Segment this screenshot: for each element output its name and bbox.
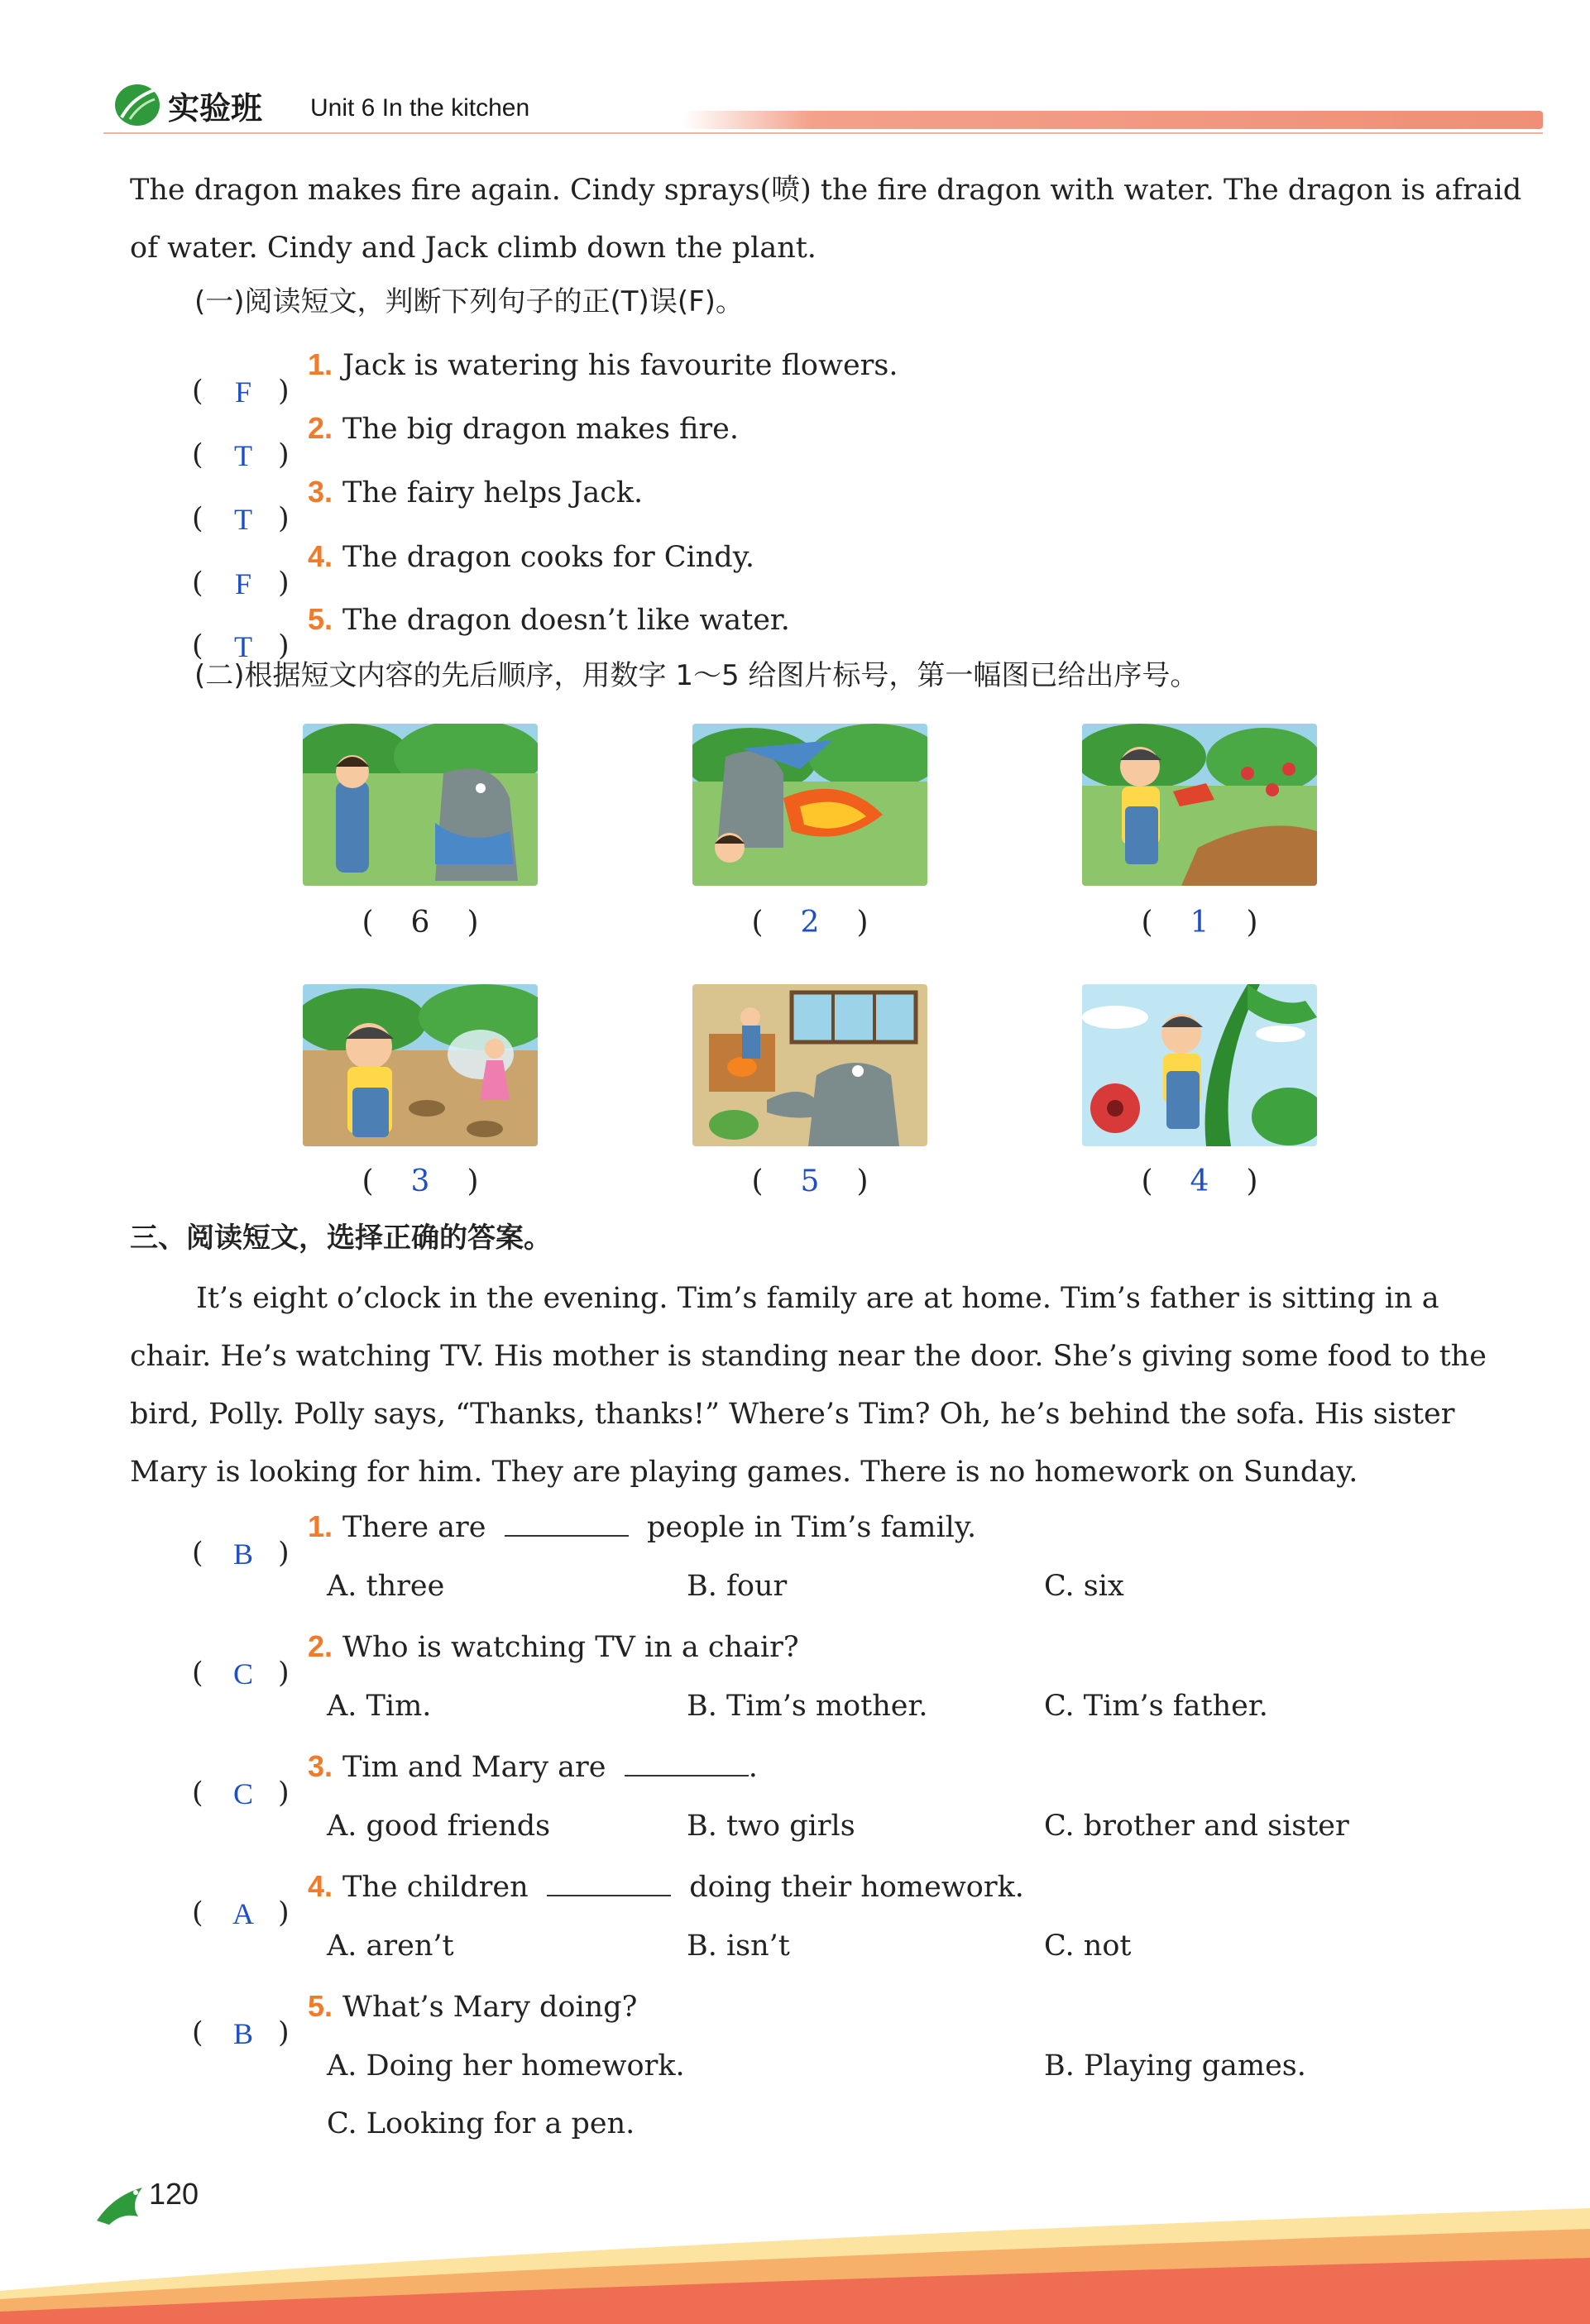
tf-answer: T [234, 503, 252, 536]
passage-line: The dragon makes fire again. Cindy sprays(喷) the fire dragon with water. The dragon is afraid [130, 174, 1522, 207]
header-stripe [682, 111, 1543, 129]
picture-label: ( 3 ) [362, 1164, 479, 1198]
tf-item: ( F ) 4. The dragon cooks for Cindy. [192, 539, 754, 600]
passage-line: It’s eight o’clock in the evening. Tim’s family are at home. Tim’s father is sitting in a [196, 1282, 1439, 1315]
bird-icon [93, 2179, 151, 2229]
passage-line: Mary is looking for him. They are playing games. There is no homework on Sunday. [130, 1456, 1358, 1489]
mc-question: ( B ) 1. There are people in Tim’s family. [192, 1509, 977, 1571]
tf-statement: Jack is watering his favourite flowers. [342, 349, 898, 382]
tf-item: ( T ) 3. The fairy helps Jack. [192, 475, 644, 536]
mc-question: ( C ) 3. Tim and Mary are . [192, 1749, 758, 1810]
passage-line: chair. He’s watching TV. His mother is standing near the door. She’s giving some food to the [130, 1340, 1487, 1373]
passage-line: of water. Cindy and Jack climb down the plant. [130, 232, 817, 265]
order-number: 3 [410, 1164, 430, 1198]
tf-answer: F [234, 567, 252, 600]
answer-blank [547, 1870, 671, 1896]
option-b: B. four [687, 1570, 788, 1603]
picture-dragon-cooking [692, 984, 927, 1146]
section3-passage [130, 1270, 1487, 1501]
tf-item: ( T ) 5. The dragon doesn’t like water. [192, 602, 790, 663]
option-c: C. Looking for a pen. [327, 2107, 635, 2140]
picture-label: ( 2 ) [751, 906, 869, 940]
picture-girl-and-dragon [303, 724, 538, 886]
page-header [103, 74, 1543, 141]
order-number: 5 [800, 1164, 820, 1198]
mc-question: ( A ) 4. The children doing their homework. [192, 1869, 1024, 1930]
option-a: A. aren’t [327, 1929, 454, 1963]
tf-statement: The big dragon makes fire. [342, 413, 739, 446]
tf-statement: The dragon cooks for Cindy. [342, 541, 754, 574]
option-c: C. not [1044, 1929, 1132, 1963]
tf-item: ( T ) 2. The big dragon makes fire. [192, 411, 739, 472]
mc-answer: B [232, 2017, 253, 2050]
option-c: C. brother and sister [1044, 1810, 1349, 1843]
answer-blank [505, 1510, 629, 1537]
tf-answer: F [234, 375, 252, 409]
page-number: 120 [149, 2177, 199, 2211]
option-c: C. Tim’s father. [1044, 1690, 1268, 1723]
option-b: B. Playing games. [1044, 2049, 1306, 2083]
option-a: A. Tim. [327, 1690, 432, 1723]
leaf-logo-icon [112, 78, 163, 129]
picture-boy-watering [1082, 724, 1317, 886]
header-rule [103, 132, 1543, 134]
option-a: A. Doing her homework. [327, 2049, 685, 2083]
picture-label: ( 6 ) [362, 906, 479, 940]
tf-answer: T [234, 630, 252, 663]
mc-answer: B [232, 1537, 253, 1571]
answer-blank [625, 1750, 749, 1776]
option-b: B. two girls [687, 1810, 855, 1843]
order-number: 2 [800, 906, 820, 940]
brand-title: 实验班 [168, 90, 263, 127]
passage-ending [130, 161, 1522, 277]
order-number: 1 [1190, 906, 1209, 940]
option-b: B. isn’t [687, 1929, 790, 1963]
option-c: C. six [1044, 1570, 1124, 1603]
option-a: A. good friends [327, 1810, 551, 1843]
picture-dragon-fire [692, 724, 927, 886]
picture-label: ( 1 ) [1141, 906, 1258, 940]
picture-label: ( 5 ) [751, 1164, 869, 1198]
footer-wave [0, 2192, 1590, 2324]
tf-item: ( F ) 1. Jack is watering his favourite flowers. [192, 347, 898, 409]
order-number: 4 [1190, 1164, 1209, 1198]
part1-instruction: (一)阅读短文，判断下列句子的正(T)误(F)。 [194, 285, 744, 318]
option-a: A. three [327, 1570, 445, 1603]
tf-statement: The dragon doesn’t like water. [342, 604, 790, 637]
order-number: 6 [410, 906, 430, 940]
tf-statement: The fairy helps Jack. [342, 476, 644, 509]
tf-answer: T [234, 439, 252, 472]
passage-line: bird, Polly. Polly says, “Thanks, thanks!” Where’s Tim? Oh, he’s behind the sofa. His sister [130, 1398, 1455, 1431]
picture-boy-and-fairy [303, 984, 538, 1146]
section3-title: 三、阅读短文，选择正确的答案。 [130, 1222, 552, 1255]
picture-boy-climbing-plant [1082, 984, 1317, 1146]
mc-answer: C [232, 1777, 253, 1810]
mc-answer: C [232, 1657, 253, 1690]
picture-label: ( 4 ) [1141, 1164, 1258, 1198]
unit-title: Unit 6 In the kitchen [310, 94, 530, 122]
part2-instruction: (二)根据短文内容的先后顺序，用数字 1～5 给图片标号，第一幅图已给出序号。 [194, 659, 1199, 692]
mc-question: ( C ) 2. Who is watching TV in a chair? [192, 1629, 799, 1690]
mc-answer: A [232, 1897, 254, 1930]
mc-question: ( B ) 5. What’s Mary doing? [192, 1989, 638, 2050]
option-b: B. Tim’s mother. [687, 1690, 928, 1723]
